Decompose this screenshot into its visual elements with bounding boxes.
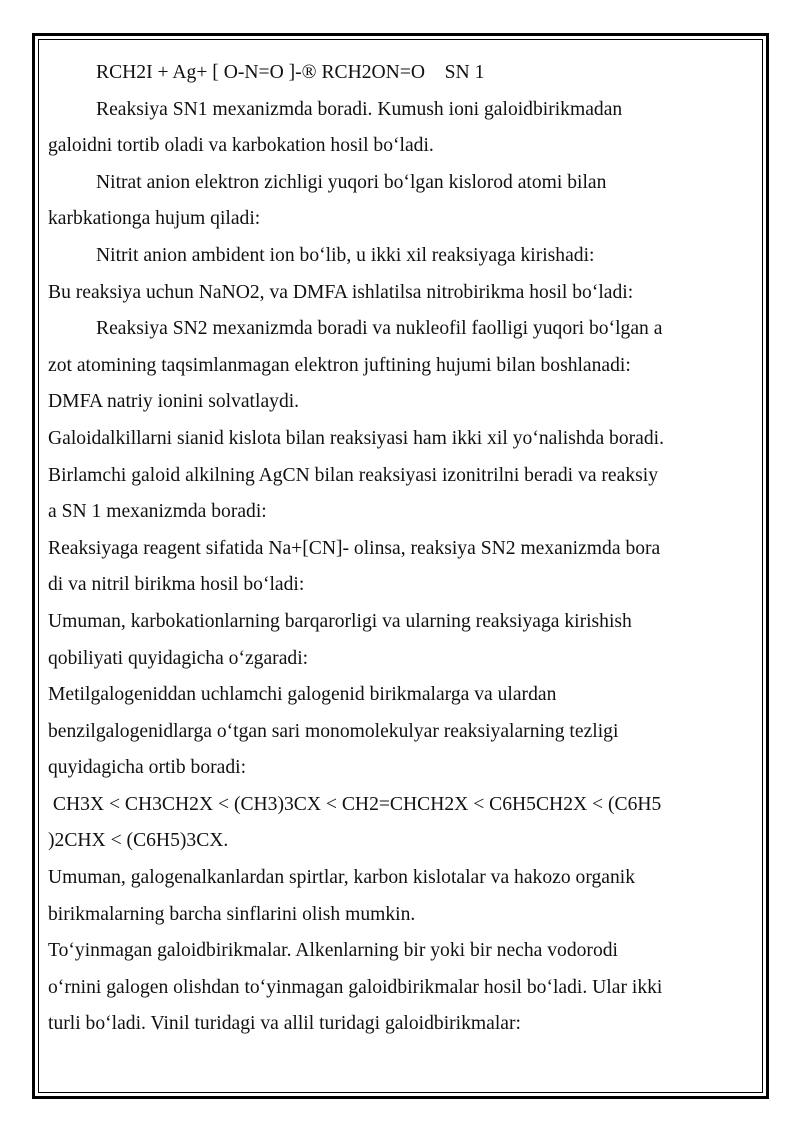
- document-line: CH3X < CH3CH2X < (CH3)3CX < CH2=CHCH2X < C6H5CH2X < (C6H5: [48, 793, 662, 815]
- document-line: zot atomining taqsimlanmagan elektron juftining hujumi bilan boshlanadi:: [48, 354, 631, 376]
- document-line: quyidagicha ortib boradi:: [48, 757, 247, 779]
- document-line: benzilgalogenidlarga o‘tgan sari monomolekulyar reaksiyalarning tezligi: [48, 720, 619, 742]
- document-line: karbkationga hujum qiladi:: [48, 208, 261, 230]
- document-line: Metilgalogeniddan uchlamchi galogenid birikmalarga va ulardan: [48, 684, 557, 706]
- document-line: qobiliyati quyidagicha o‘zgaradi:: [48, 647, 309, 669]
- document-line: birikmalarning barcha sinflarini olish mumkin.: [48, 903, 416, 925]
- document-line: Reaksiya SN1 mexanizmda boradi. Kumush ioni galoidbirikmadan: [96, 98, 623, 120]
- document-line: Nitrat anion elektron zichligi yuqori bo‘lgan kislorod atomi bilan: [96, 171, 607, 193]
- document-line: galoidni tortib oladi va karbokation hosil bo‘ladi.: [48, 135, 434, 157]
- document-line: di va nitril birikma hosil bo‘ladi:: [48, 574, 305, 596]
- document-line: Bu reaksiya uchun NaNO2, va DMFA ishlatilsa nitrobirikma hosil bo‘ladi:: [48, 281, 634, 303]
- document-line: RCH2I + Ag+ [ O-N=O ]-® RCH2ON=O SN 1: [96, 62, 485, 83]
- document-line: Umuman, karbokationlarning barqarorligi va ularning reaksiyaga kirishish: [48, 610, 632, 632]
- document-line: o‘rnini galogen olishdan to‘yinmagan galoidbirikmalar hosil bo‘ladi. Ular ikki: [48, 976, 663, 998]
- document-line: Galoidalkillarni sianid kislota bilan reaksiyasi ham ikki xil yo‘nalishda boradi.: [48, 427, 664, 449]
- document-line: Reaksiya SN2 mexanizmda boradi va nukleofil faolligi yuqori bo‘lgan a: [96, 318, 663, 340]
- document-line: Reaksiyaga reagent sifatida Na+[CN]- olinsa, reaksiya SN2 mexanizmda bora: [48, 537, 661, 559]
- document-line: a SN 1 mexanizmda boradi:: [48, 501, 267, 523]
- document-line: turli bo‘ladi. Vinil turidagi va allil turidagi galoidbirikmalar:: [48, 1013, 521, 1035]
- document-line: Nitrit anion ambident ion bo‘lib, u ikki xil reaksiyaga kirishadi:: [96, 244, 595, 266]
- document-line: To‘yinmagan galoidbirikmalar. Alkenlarning bir yoki bir necha vodorodi: [48, 940, 618, 962]
- document-body: [48, 55, 728, 1043]
- document-line: Birlamchi galoid alkilning AgCN bilan reaksiyasi izonitrilni beradi va reaksiy: [48, 464, 658, 486]
- document-line: Umuman, galogenalkanlardan spirtlar, karbon kislotalar va hakozo organik: [48, 867, 636, 889]
- document-line: )2CHX < (C6H5)3CX.: [48, 830, 229, 852]
- document-line: DMFA natriy ionini solvatlaydi.: [48, 391, 300, 413]
